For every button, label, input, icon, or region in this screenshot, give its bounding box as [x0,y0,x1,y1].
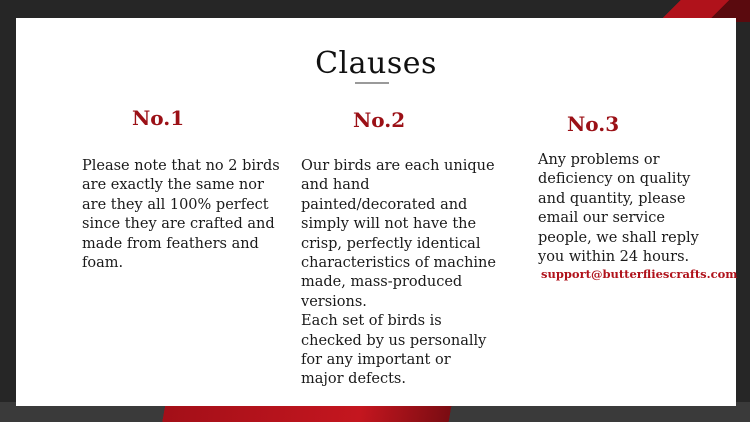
clause-1-heading: No.1 [132,106,185,130]
clause-2-text [301,157,496,390]
clause-1-text [82,157,282,273]
clause-2-paragraph-1: Our birds are each unique and hand painted/decorated and simply will not have the crisp, perfectly identical characteristics of machine made, mass-produced versions. [301,158,496,310]
page-title: Clauses [315,46,437,81]
slide-card [16,18,736,406]
title-underline [355,82,389,84]
clause-1-paragraph: Please note that no 2 birds are exactly the same nor are they all 100% perfect since they are crafted and made from feathers and foam. [82,158,280,272]
clause-3-paragraph: Any problems or deficiency on quality and quantity, please email our service people, we shall reply you within 24 hours. [538,152,699,266]
support-email[interactable]: support@butterfliescrafts.com [541,267,738,281]
clause-3-heading: No.3 [567,112,620,136]
clause-3-text [538,151,713,267]
clause-2-paragraph-2: Each set of birds is checked by us personally for any important or major defects. [301,313,487,388]
clause-2-heading: No.2 [353,108,406,132]
